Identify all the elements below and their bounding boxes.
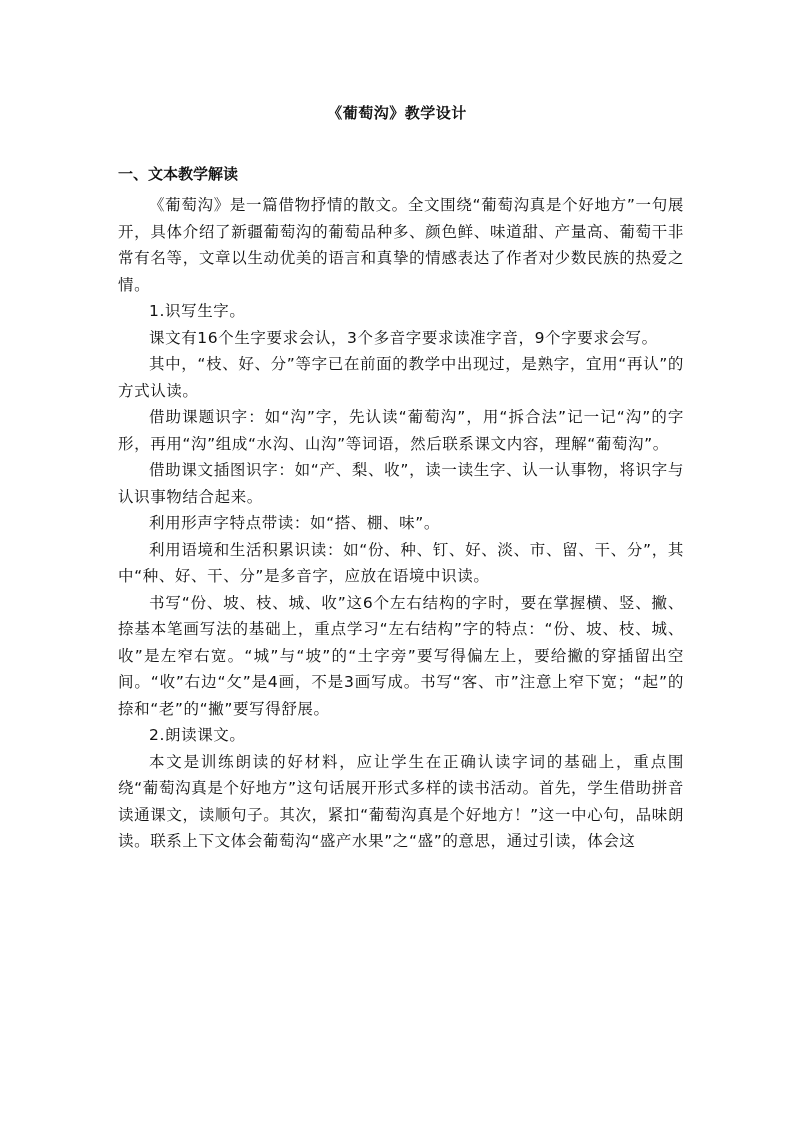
paragraph-reading-guidance: 本文是训练朗读的好材料，应让学生在正确认读字词的基础上，重点围绕“葡萄沟真是个好地方”这句话展开形式多样的读书活动。首先，学生借助拼音读通课文，读顺句子。其次，紧扣“葡萄沟真是个好地方！”这一中心句，品味朗读。联系上下文体会葡萄沟“盛产水果”之“盛”的意思，通过引读，体会这 — [118, 752, 684, 850]
paragraph-phonetic-literacy: 利用形声字特点带读：如“搭、棚、味”。 — [149, 514, 440, 532]
paragraph-title-literacy: 借助课题识字：如“沟”字，先认读“葡萄沟”，用“拆合法”记一记“沟”的字形，再用“沟”组成“水沟、山沟”等词语，然后联系课文内容，理解“葡萄沟”。 — [118, 408, 684, 453]
document-body — [118, 192, 684, 855]
paragraph-context-literacy: 利用语境和生活积累识读：如“份、种、钉、好、淡、市、留、干、分”，其中“种、好、干、分”是多音字，应放在语境中识读。 — [118, 540, 684, 585]
paragraph-familiar-characters: 其中，“枝、好、分”等字已在前面的教学中出现过，是熟字，宜用“再认”的方式认读。 — [118, 355, 684, 400]
paragraph-illustration-literacy: 借助课文插图识字：如“产、梨、收”，读一读生字、认一认事物，将识字与认识事物结合起来。 — [118, 461, 684, 506]
paragraph-intro: 《葡萄沟》是一篇借物抒情的散文。全文围绕“葡萄沟真是个好地方”一句展开，具体介绍了新疆葡萄沟的葡萄品种多、颜色鲜、味道甜、产量高、葡萄干非常有名等，文章以生动优美的语言和真挚的情感表达了作者对少数民族的热爱之情。 — [118, 196, 684, 294]
paragraph-character-counts: 课文有16个生字要求会认，3个多音字要求读准字音，9个字要求会写。 — [149, 328, 658, 347]
document-title: 《葡萄沟》教学设计 — [327, 104, 467, 122]
paragraph-subheading-literacy: 1.识写生字。 — [149, 302, 246, 320]
paragraph-subheading-reading: 2.朗读课文。 — [149, 726, 246, 744]
section-heading: 一、文本教学解读 — [118, 165, 239, 183]
paragraph-writing-guidance: 书写“份、坡、枝、城、收”这6个左右结构的字时，要在掌握横、竖、撇、捺基本笔画写法的基础上，重点学习“左右结构”字的特点：“份、坡、枝、城、收”是左窄右宽。“城”与“坡”的“土字旁”要写得偏左上，要给撇的穿插留出空间。“收”右边“攵”是4画，不是3画写成。书写“客、市”注意上窄下宽；“起”的捺和“老”的“撇”要写得舒展。 — [118, 593, 684, 718]
